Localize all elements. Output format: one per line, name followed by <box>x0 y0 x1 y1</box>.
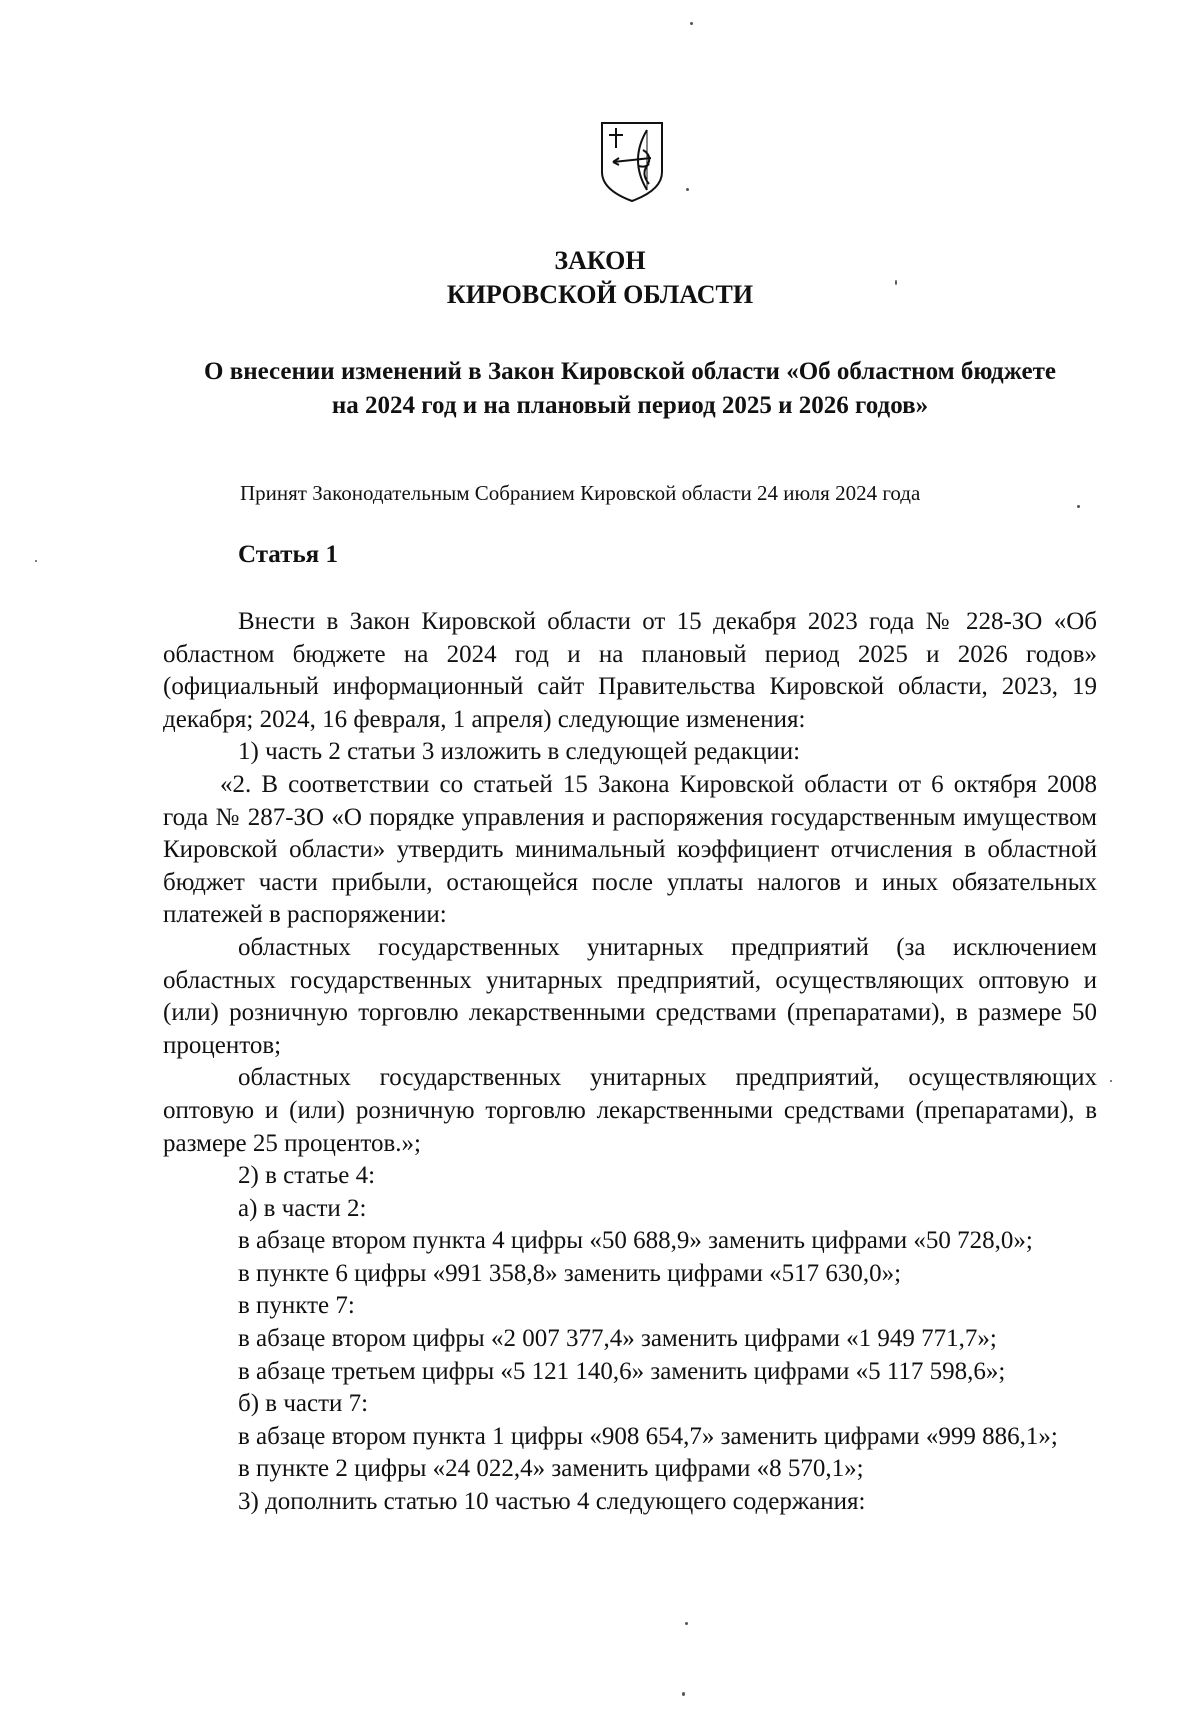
paragraph: в абзаце втором пункта 4 цифры «50 688,9» заменить цифрами «50 728,0»; <box>238 1227 1033 1255</box>
paragraph: в абзаце втором цифры «2 007 377,4» заменить цифрами «1 949 771,7»; <box>238 1325 997 1353</box>
paragraph: в пункте 7: <box>238 1292 355 1320</box>
paragraph: в абзаце втором пункта 1 цифры «908 654,7» заменить цифрами «999 886,1»; <box>238 1422 1058 1450</box>
law-title-line-1: ЗАКОН <box>554 246 646 275</box>
scan-speck <box>686 188 689 191</box>
scan-speck <box>1110 1080 1112 1082</box>
paragraph: в пункте 6 цифры «991 358,8» заменить цифрами «517 630,0»; <box>238 1259 902 1287</box>
scan-speck <box>1077 505 1080 508</box>
adoption-note: Принят Законодательным Собранием Кировской области 24 июля 2024 года <box>240 481 921 505</box>
paragraph: в пункте 2 цифры «24 022,4» заменить цифрами «8 570,1»; <box>238 1455 864 1483</box>
paragraph: областных государственных унитарных предприятий, осуществляющих оптовую и (или) розничную торговлю лекарственными средствами (препаратами), в размере 25 процентов.»; <box>163 1064 1097 1157</box>
paragraph: б) в части 7: <box>238 1390 369 1418</box>
article-body <box>163 606 1097 1519</box>
paragraph: областных государственных унитарных предприятий (за исключением областных государственных унитарных предприятий, осуществляющих оптовую и (или) розничную торговлю лекарственными средствами (препаратами), в размере 50 процентов; <box>163 933 1097 1059</box>
paragraph: в абзаце третьем цифры «5 121 140,6» заменить цифрами «5 117 598,6»; <box>238 1357 1006 1385</box>
scan-speck <box>685 1622 688 1625</box>
scan-speck <box>682 1692 685 1696</box>
law-subtitle: О внесении изменений в Закон Кировской области «Об областном бюджете на 2024 год и на плановый период 2025 и 2026 годов» <box>204 358 1056 419</box>
paragraph: Внести в Закон Кировской области от 15 декабря 2023 года № 228-ЗО «Об областном бюджете на 2024 год и на плановый период 2025 и 2026 годов» (официальный информационный сайт Правительства Кировской области, 2023, 19 декабря; 2024, 16 февраля, 1 апреля) следующие изменения: <box>163 608 1097 733</box>
paragraph: 2) в статье 4: <box>238 1162 376 1190</box>
paragraph: 3) дополнить статью 10 частью 4 следующего содержания: <box>238 1488 866 1516</box>
scan-speck <box>895 280 897 285</box>
coat-of-arms-icon <box>599 120 665 204</box>
paragraph: «2. В соответствии со статьей 15 Закона Кировской области от 6 октября 2008 года № 287-ЗО «О порядке управления и распоряжения государственным имуществом Кировской области» утвердить минимальный коэффициент отчисления в областной бюджет части прибыли, остающейся после уплаты налогов и иных обязательных платежей в распоряжении: <box>163 770 1097 929</box>
law-title-line-2: КИРОВСКОЙ ОБЛАСТИ <box>446 280 754 309</box>
coat-of-arms-emblem <box>599 120 665 204</box>
article-heading: Статья 1 <box>238 541 338 568</box>
paragraph: а) в части 2: <box>238 1194 367 1222</box>
scan-speck <box>35 560 37 562</box>
paragraph: 1) часть 2 статьи 3 изложить в следующей редакции: <box>238 738 801 766</box>
scan-speck <box>690 22 693 25</box>
